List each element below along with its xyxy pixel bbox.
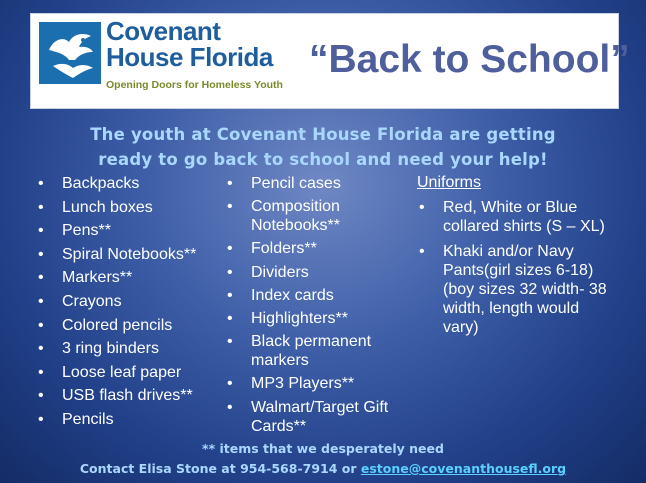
header-banner (30, 13, 630, 109)
list-item: • MP3 Players** (225, 374, 415, 393)
intro-text: The youth at Covenant House Florida are getting ready to go back to school and need your help! (90, 125, 556, 169)
list-item: • Pencils (36, 410, 236, 429)
org-name-line2: House Florida (106, 42, 273, 72)
list-item: • Khaki and/or Navy Pants(girl sizes 6-18) (boy sizes 32 width- 38 width, length would vary) (417, 242, 612, 337)
list-item: • Index cards (225, 286, 415, 305)
list-item: • Spiral Notebooks** (36, 245, 236, 264)
list-item: • Backpacks (36, 174, 236, 193)
contact-text: Contact Elisa Stone at 954-568-7914 or (79, 461, 361, 476)
list-item: • Loose leaf paper (36, 363, 236, 382)
list-item: • USB flash drives** (36, 386, 236, 405)
list-item: • Composition Notebooks** (225, 197, 415, 235)
org-name (106, 18, 306, 70)
list-item: • Dividers (225, 263, 415, 282)
list-item: • Black permanent markers (225, 332, 415, 370)
list-item: • Lunch boxes (36, 198, 236, 217)
org-tagline: Opening Doors for Homeless Youth (106, 79, 283, 91)
org-name-line1: Covenant (106, 16, 221, 46)
list-item: • Folders** (225, 239, 415, 258)
contact-line (0, 461, 646, 476)
list-item: • Markers** (36, 268, 236, 287)
supplies-list-2 (225, 174, 415, 440)
uniforms-heading: Uniforms (417, 174, 482, 191)
supplies-list-1 (36, 174, 236, 434)
list-item: • Red, White or Blue collared shirts (S – XL) (417, 198, 612, 236)
list-item: • 3 ring binders (36, 339, 236, 358)
list-item: • Highlighters** (225, 309, 415, 328)
footnote: ** items that we desperately need (202, 441, 444, 456)
list-item: • Pencil cases (225, 174, 415, 193)
list-item: • Colored pencils (36, 316, 236, 335)
page-title: “Back to School” (309, 38, 630, 81)
uniforms-list (417, 198, 612, 343)
list-item: • Pens** (36, 221, 236, 240)
dove-hands-icon (39, 22, 101, 84)
list-item: • Walmart/Target Gift Cards** (225, 398, 415, 436)
list-item: • Crayons (36, 292, 236, 311)
email-link[interactable]: estone@covenanthousefl.org (360, 461, 567, 476)
